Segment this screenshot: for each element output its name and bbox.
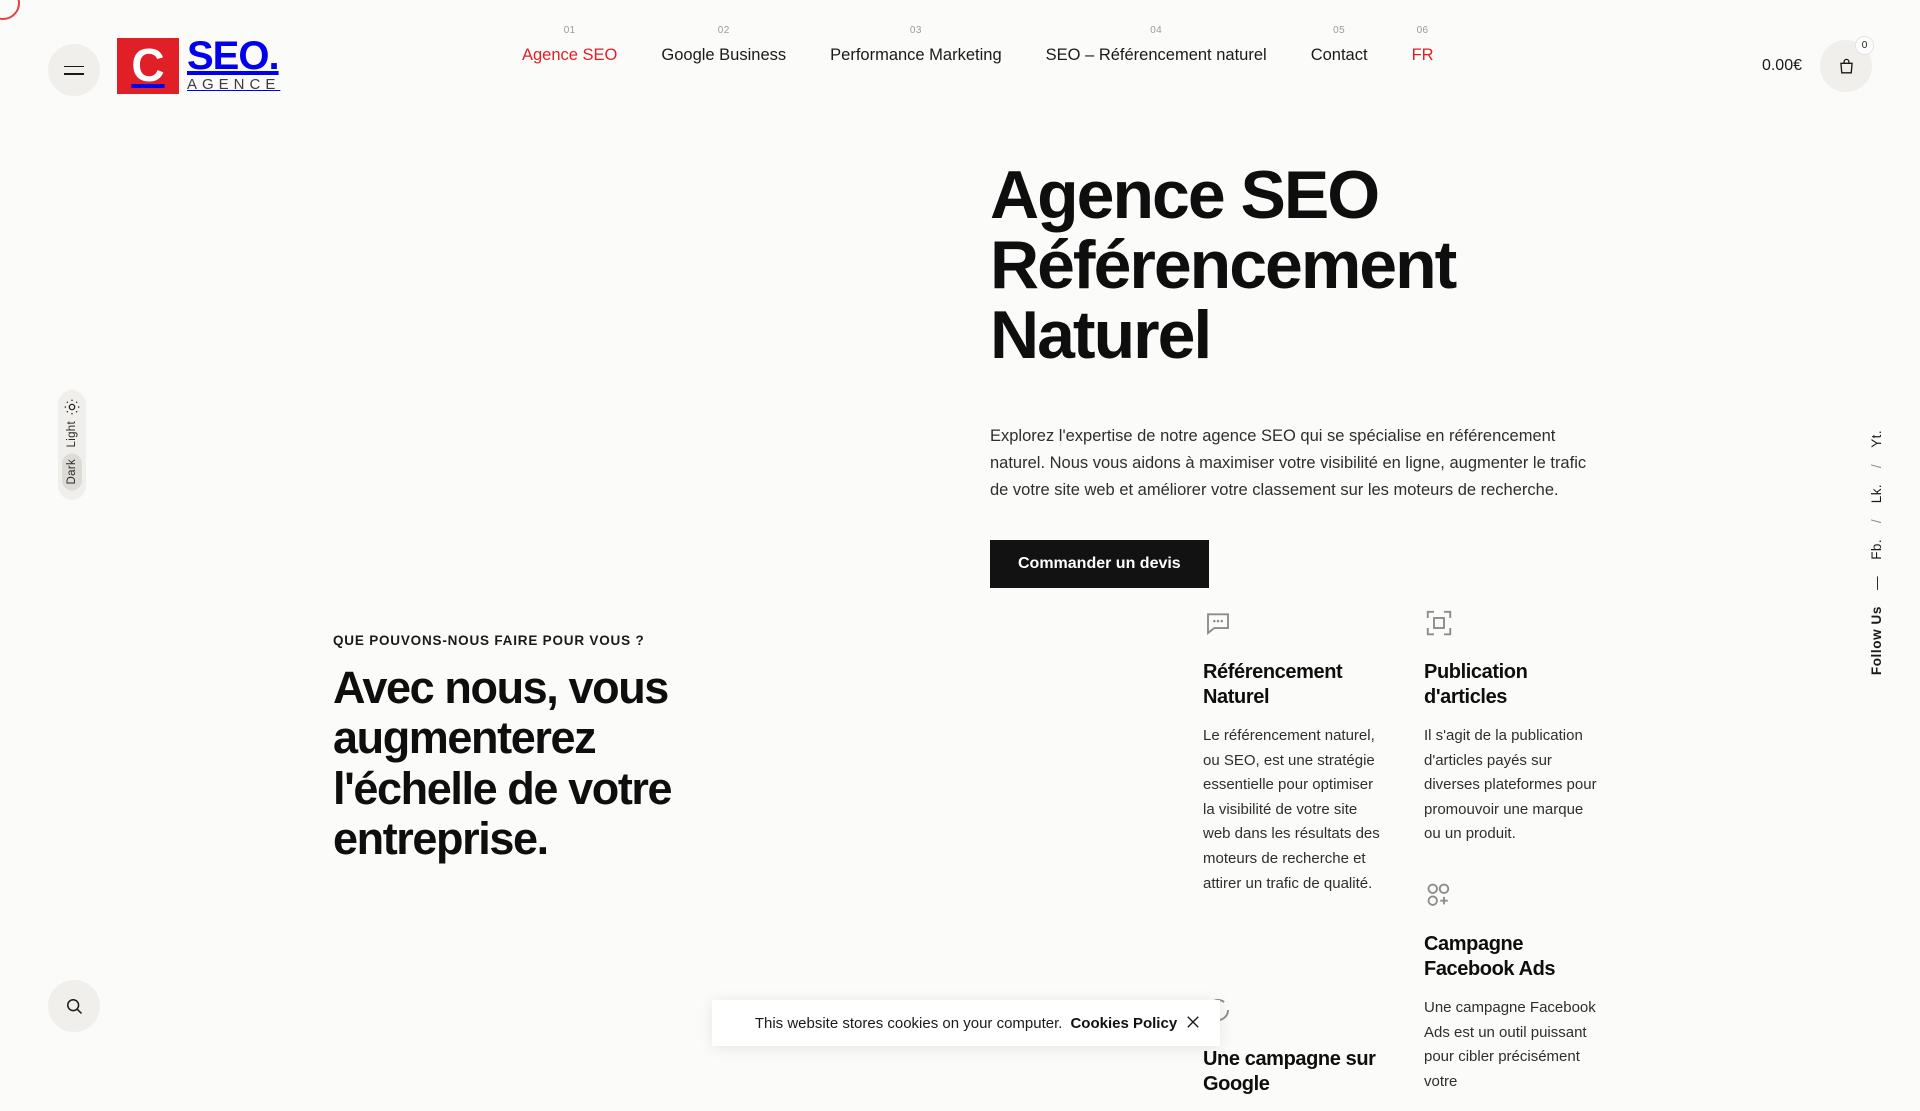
logo-name: SEO.	[187, 34, 279, 78]
social-separator: /	[1869, 463, 1884, 468]
search-button[interactable]	[48, 980, 100, 1032]
nav-number: 05	[1333, 25, 1346, 36]
bubble-icon	[1203, 995, 1381, 1029]
hero-description: Explorez l'expertise de notre agence SEO qui se spécialise en référencement naturel. Nous vous aidons à maximiser votre visibilité en ligne, augmenter le trafic de votre site web et améliorer votre classement sur les moteurs de recherche.	[990, 427, 1587, 499]
site-header	[0, 0, 1920, 130]
close-icon[interactable]	[1184, 1013, 1202, 1031]
service-card-publication-articles[interactable]	[1424, 608, 1602, 847]
nav-item-google-business[interactable]	[639, 25, 808, 68]
nav-label: Contact	[1310, 46, 1368, 64]
nav-item-language-fr[interactable]	[1390, 25, 1456, 68]
cookies-policy-link[interactable]: Cookies Policy	[1070, 1014, 1178, 1032]
nav-number: 02	[717, 25, 730, 36]
search-icon	[64, 996, 84, 1016]
social-dash: —	[1869, 575, 1884, 590]
service-title: Une campagne sur Google	[1203, 1048, 1376, 1095]
logo-mark: C	[117, 38, 179, 94]
social-follow-label: Follow Us	[1869, 605, 1884, 676]
social-separator: /	[1869, 519, 1884, 524]
nav-label: SEO – Référencement naturel	[1045, 46, 1267, 64]
nav-item-agence-seo[interactable]	[500, 25, 639, 68]
logo-text	[187, 34, 281, 94]
nav-item-contact[interactable]	[1289, 25, 1390, 68]
frame-icon	[1424, 608, 1602, 642]
menu-toggle-button[interactable]	[48, 44, 100, 96]
circles-plus-icon	[1424, 880, 1602, 914]
order-quote-button[interactable]: Commander un devis	[990, 540, 1209, 588]
nav-number: 01	[563, 25, 576, 36]
nav-label: FR	[1411, 46, 1434, 64]
sun-icon	[64, 399, 80, 415]
section-heading: Avec nous, vous augmenterez l'échelle de votre entreprise.	[333, 662, 672, 865]
nav-label: Performance Marketing	[830, 46, 1002, 64]
social-rail	[1869, 430, 1884, 675]
theme-option-dark[interactable]: Dark	[62, 453, 82, 490]
burger-line	[64, 66, 84, 68]
cart-total-price: 0.00€	[1761, 57, 1802, 74]
nav-item-performance-marketing[interactable]	[808, 25, 1024, 68]
page-title: Agence SEO Référencement Naturel	[990, 157, 1456, 374]
section-kicker: QUE POUVONS-NOUS FAIRE POUR VOUS ?	[333, 633, 645, 648]
cookie-text: This website stores cookies on your computer.	[754, 1014, 1063, 1032]
main-navigation	[500, 25, 1456, 68]
service-body: Une campagne Facebook Ads est un outil puissant pour cibler précisément votre	[1424, 999, 1596, 1090]
logo-subtitle: AGENCE	[187, 76, 281, 93]
nav-label: Agence SEO	[522, 46, 618, 64]
social-link-facebook[interactable]: Fb.	[1869, 539, 1884, 560]
service-card-referencement-naturel[interactable]	[1203, 608, 1381, 896]
nav-label: Google Business	[661, 46, 787, 64]
nav-item-seo-referencement-naturel[interactable]	[1024, 25, 1289, 68]
service-title: Campagne Facebook Ads	[1424, 933, 1556, 980]
service-title: Référencement Naturel	[1203, 661, 1343, 708]
service-title: Publication d'articles	[1424, 661, 1528, 708]
social-link-youtube[interactable]: Yt.	[1869, 430, 1884, 448]
nav-number: 03	[909, 25, 922, 36]
nav-number: 04	[1150, 25, 1163, 36]
bag-icon	[1837, 57, 1856, 76]
nav-number: 06	[1416, 25, 1429, 36]
theme-option-light[interactable]: Light	[66, 421, 78, 448]
social-link-linkedin[interactable]: Lk.	[1869, 483, 1884, 504]
theme-switcher[interactable]	[58, 390, 86, 500]
burger-line	[64, 73, 84, 75]
cookie-banner	[712, 1000, 1220, 1046]
cart-button[interactable]	[1820, 40, 1872, 92]
service-card-campagne-google[interactable]	[1203, 995, 1381, 1111]
chat-dots-icon	[1203, 608, 1381, 642]
service-body: Il s'agit de la publication d'articles payés sur diverses plateformes pour promouvoir une marque ou un produit.	[1424, 727, 1597, 843]
cart-area	[1762, 40, 1872, 92]
service-card-campagne-facebook-ads[interactable]	[1424, 880, 1602, 1094]
service-body: Le référencement naturel, ou SEO, est une stratégie essentielle pour optimiser la visibilité de votre site web dans les résultats des moteurs de recherche et attirer un trafic de qualité.	[1203, 727, 1380, 892]
site-logo[interactable]	[117, 34, 281, 94]
cart-count-badge: 0	[1855, 36, 1874, 55]
